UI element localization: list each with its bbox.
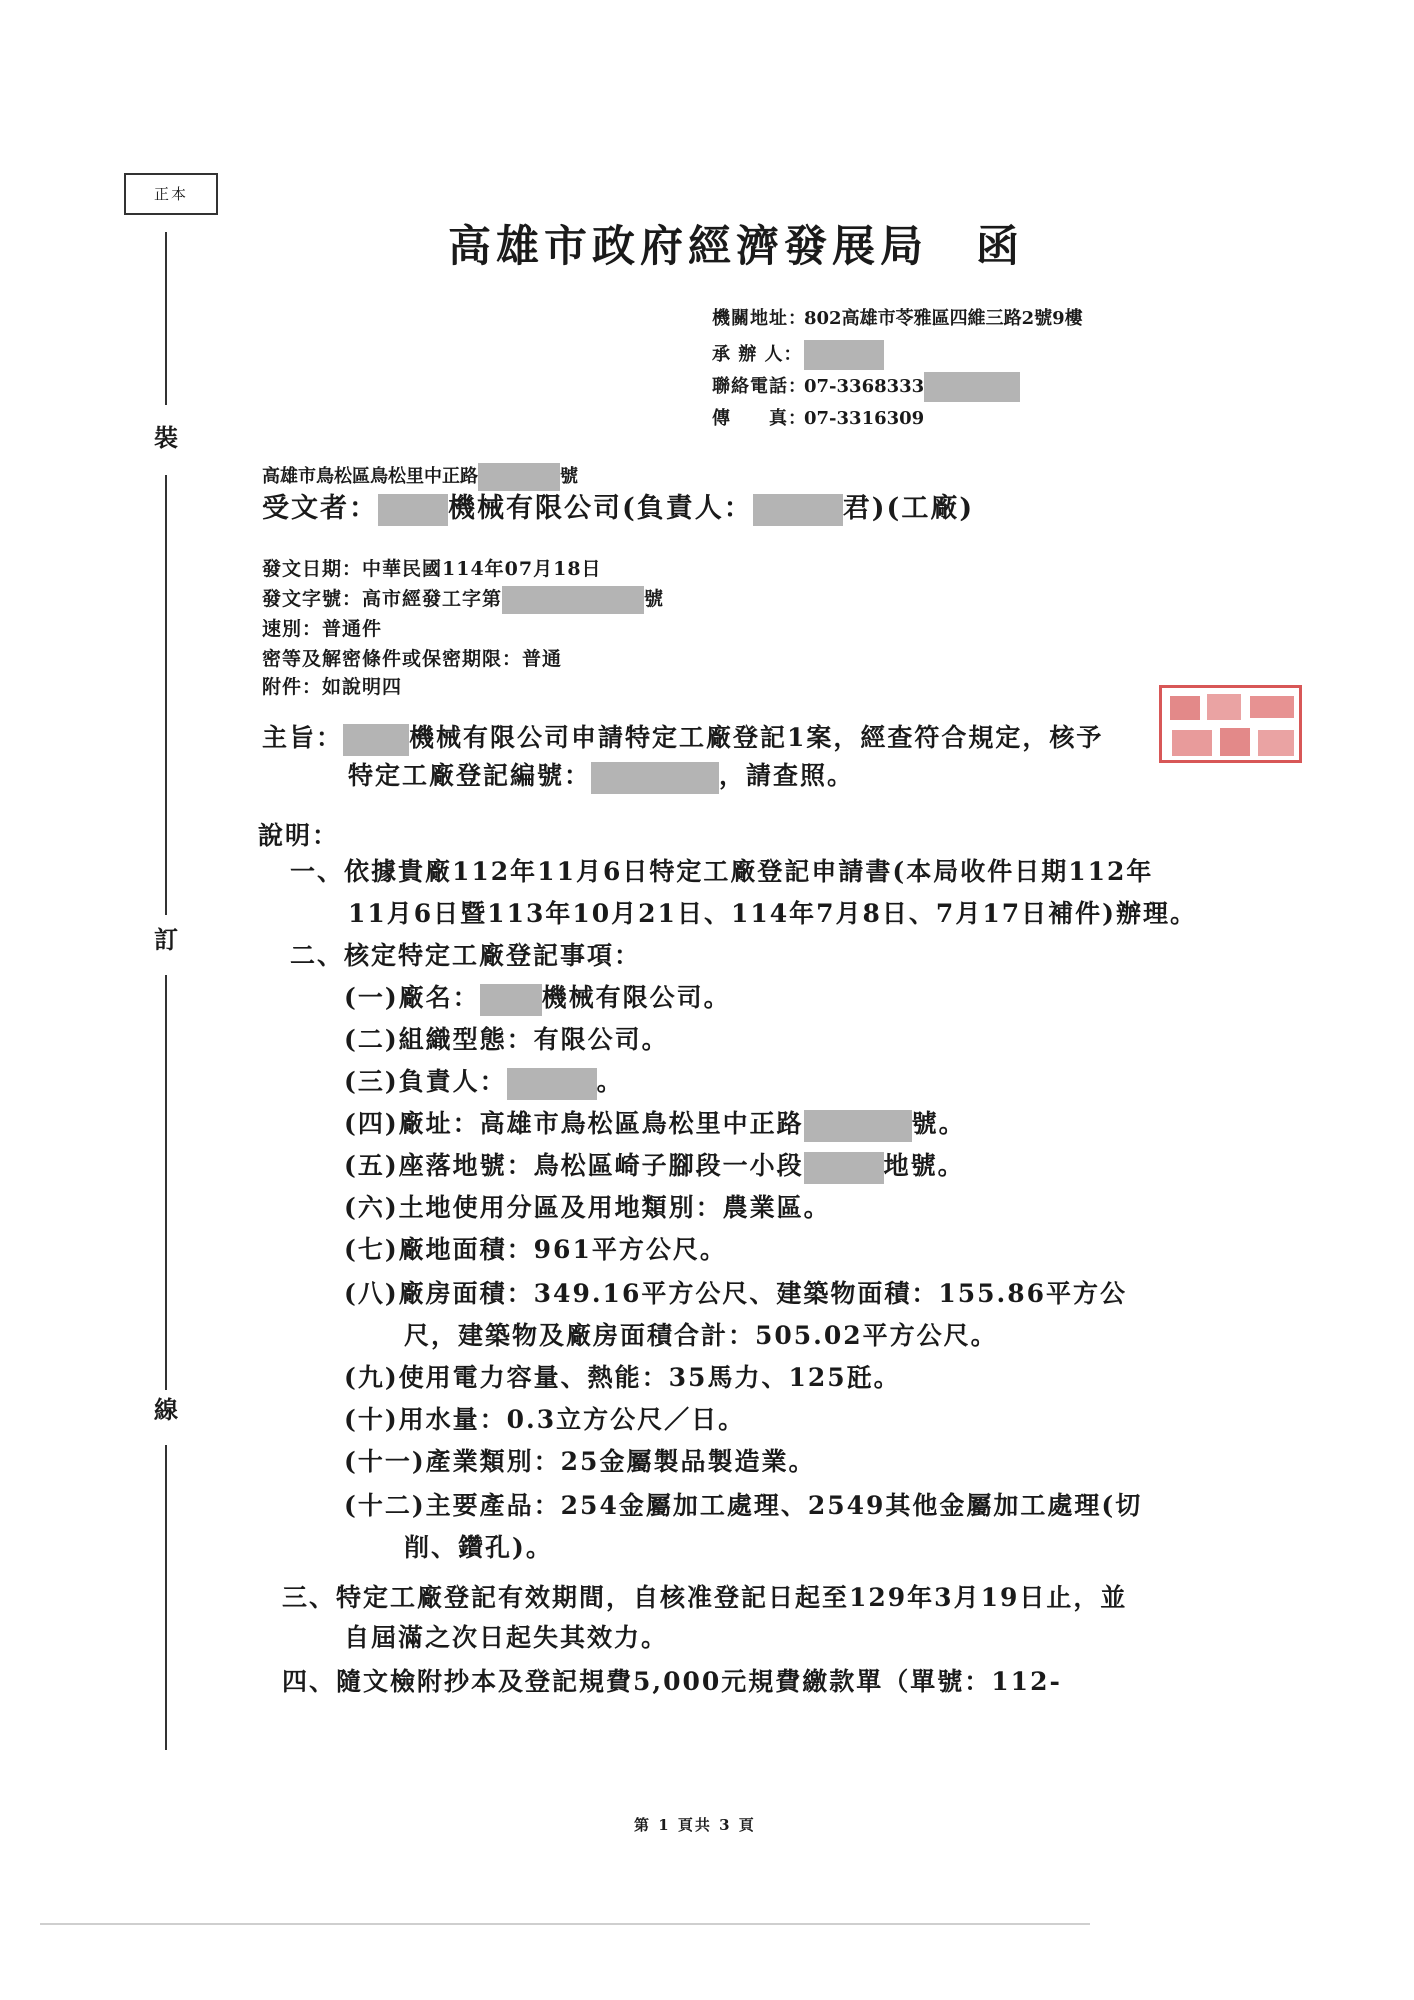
registration-organization-type: (二)組織型態：有限公司。 [344,1025,669,1054]
recipient-suffix: 君)(工廠) [842,493,975,524]
issue-date: 發文日期：中華民國114年07月18日 [262,558,602,580]
registration-site-area: (七)廠地面積：961平方公尺。 [344,1235,727,1264]
recipient-address-suffix: 號 [560,466,578,487]
explanation-item-4-line-1: 四、隨文檢附抄本及登記規費5,000元規費繳款單（單號：112- [282,1667,1062,1696]
subject-text-2-suffix: ，請查照。 [719,761,855,790]
land-number-suffix: 地號。 [883,1151,965,1180]
factory-address-suffix: 號。 [911,1109,966,1138]
official-seal-stamp [1159,685,1302,763]
subject-line-2 [348,756,854,794]
handler-row [712,340,884,370]
recipient-line [262,486,974,526]
delivery-speed: 速別：普通件 [262,618,383,640]
binding-char-ding: 訂 [154,925,178,954]
registration-power-capacity: (九)使用電力容量、熱能：35馬力、125瓩。 [344,1363,901,1392]
redaction-phone-ext [924,372,1020,402]
subject-line-1 [262,718,1103,756]
subject-label: 主旨： [262,723,344,752]
explanation-label: 說明： [258,821,340,850]
secrecy-level: 密等及解密條件或保密期限：普通 [262,648,563,670]
redaction-handler [804,340,884,370]
registration-industry-category: (十一)產業類別：25金屬製品製造業。 [344,1447,816,1476]
redaction-subject-company [343,724,409,756]
phone-row [712,372,1020,402]
binding-line-bottom [165,1445,167,1750]
redaction-factory-number [804,1110,912,1142]
registration-land-zoning: (六)土地使用分區及用地類別：農業區。 [344,1193,831,1222]
page-number: 第 1 頁共 3 頁 [634,1816,756,1834]
registration-factory-name [344,978,731,1016]
explanation-item-1-line-2: 11月6日暨113年10月21日、114年7月8日、7月17日補件)辦理。 [348,899,1197,928]
handler-label: 承 辦 人： [712,344,803,365]
factory-address-label: (四)廠址：高雄市鳥松區鳥松里中正路 [344,1109,804,1138]
document-title: 高雄市政府經濟發展局 函 [448,222,1024,272]
explanation-item-3-line-2: 自屆滿之次日起失其效力。 [344,1623,669,1652]
redaction-factory-name [480,984,542,1016]
registration-building-area-line-2: 尺，建築物及廠房面積合計：505.02平方公尺。 [404,1321,998,1350]
document-number-prefix: 發文字號：高市經發工字第 [262,588,503,610]
recipient-company: 機械有限公司(負責人： [448,493,753,524]
binding-line-middle [165,975,167,1390]
fax-value: 07-3316309 [804,408,925,429]
registration-owner [344,1062,624,1100]
recipient-label: 受文者： [262,493,378,524]
registration-main-products-line-1: (十二)主要產品：254金屬加工處理、2549其他金屬加工處理(切 [344,1491,1143,1520]
factory-name-suffix: 機械有限公司。 [541,983,731,1012]
binding-char-zhuang: 裝 [154,423,178,452]
fax-row [712,408,924,430]
binding-char-xian: 線 [154,1395,178,1424]
agency-address [712,308,1083,330]
owner-label: (三)負責人： [344,1067,507,1096]
document-number [262,584,664,614]
registration-main-products-line-2: 削、鑽孔)。 [404,1533,553,1562]
phone-label: 聯絡電話： [712,376,807,397]
redaction-owner [507,1068,597,1100]
redaction-company-name [378,494,448,526]
explanation-item-3-line-1: 三、特定工廠登記有效期間，自核准登記日起至129年3月19日止，並 [282,1583,1128,1612]
redaction-registration-number [591,762,719,794]
agency-address-label: 機關地址： [712,308,807,329]
redaction-land-number [804,1152,884,1184]
land-number-label: (五)座落地號：鳥松區崎子腳段一小段 [344,1151,804,1180]
explanation-item-1-line-1: 一、依據貴廠112年11月6日特定工廠登記申請書(本局收件日期112年 [290,857,1154,886]
original-copy-label: 正本 [124,173,218,215]
fax-label: 傳 真： [712,408,807,429]
binding-line-top [165,232,167,405]
subject-text-2-prefix: 特定工廠登記編號： [348,761,592,790]
factory-name-label: (一)廠名： [344,983,480,1012]
scan-edge-line [40,1923,1090,1925]
document-number-suffix: 號 [644,588,665,610]
owner-suffix: 。 [596,1067,624,1096]
binding-line-upper [165,475,167,915]
redaction-document-number [502,586,644,614]
phone-value: 07-3368333 [804,376,925,397]
registration-address [344,1104,966,1142]
explanation-item-2-heading: 二、核定特定工廠登記事項： [290,941,642,970]
attachment-note: 附件：如說明四 [262,676,403,698]
registration-land-number [344,1146,965,1184]
recipient-address-prefix: 高雄市鳥松區鳥松里中正路 [262,466,478,487]
subject-text-1: 機械有限公司申請特定工廠登記1案，經查符合規定，核予 [409,723,1104,752]
registration-building-area-line-1: (八)廠房面積：349.16平方公尺、建築物面積：155.86平方公 [344,1279,1128,1308]
registration-water-usage: (十)用水量：0.3立方公尺／日。 [344,1405,746,1434]
redaction-owner-name [753,494,843,526]
agency-address-value: 802高雄市苓雅區四維三路2號9樓 [804,308,1083,329]
